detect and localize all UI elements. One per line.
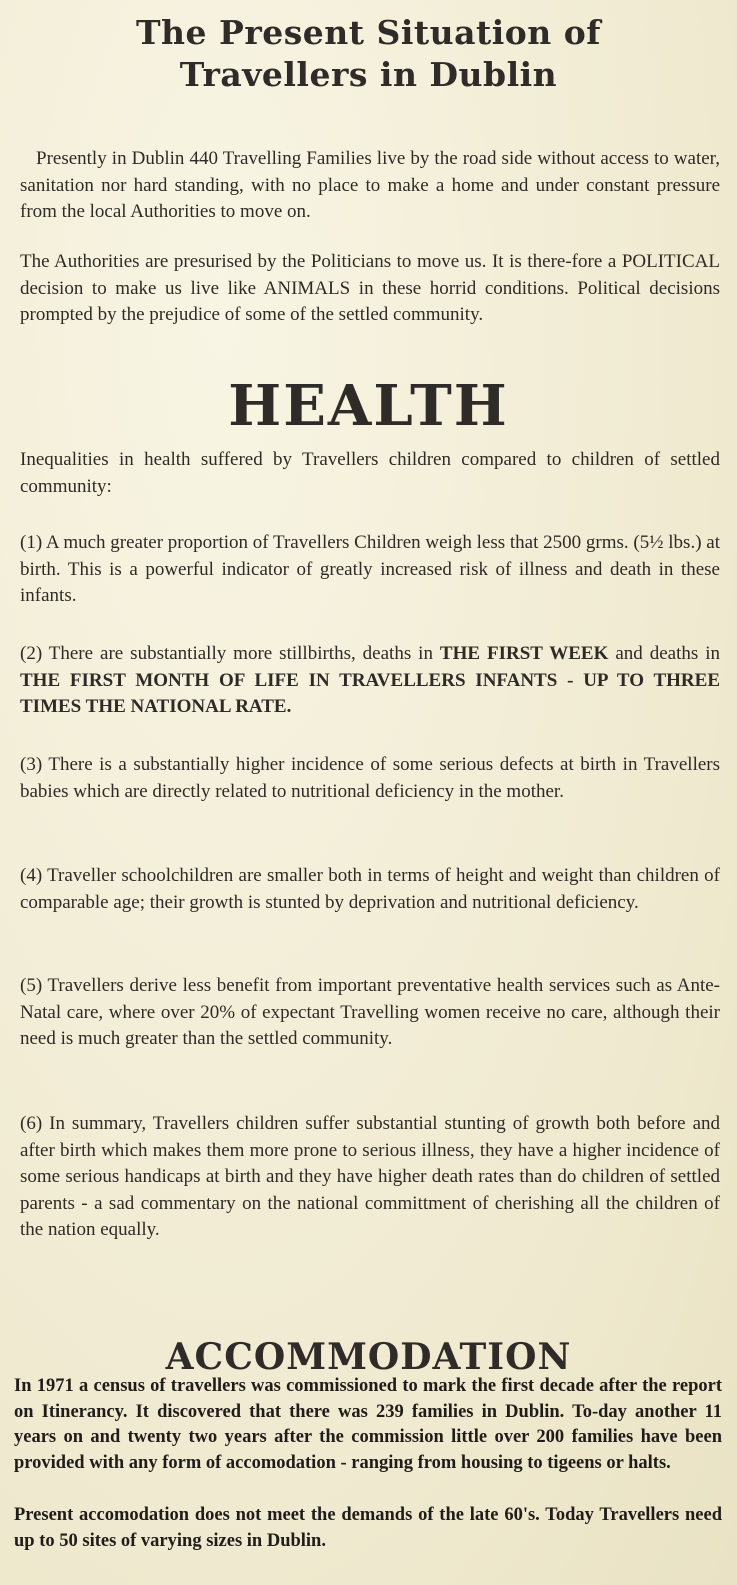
- page-title: [0, 12, 737, 96]
- health-item-2-bold-first-month: THE FIRST MONTH OF LIFE IN TRAVELLERS INFANTS - UP TO THREE TIMES THE NATIONAL RATE.: [20, 669, 720, 717]
- intro-paragraph-1: Presently in Dublin 440 Travelling Families live by the road side without access to water, sanitation nor hard standing, with no place to make a home and under constant pressure from the local Authorities to move on.: [20, 148, 720, 222]
- health-item-3: (3) There is a substantially higher incidence of some serious defects at birth in Travellers babies which are directly related to nutritional deficiency in the mother.: [20, 754, 720, 802]
- health-item-5: (5) Travellers derive less benefit from important preventative health services such as Ante-Natal care, where over 20% of expectant Travelling women receive no care, although their need is much greater than the settled community.: [20, 975, 720, 1049]
- health-item-6: (6) In summary, Travellers children suffer substantial stunting of growth both before and after birth which makes them more prone to serious illness, they have a higher incidence of some serious handicaps at birth and they have higher death rates than do children of settled parents - a sad commentary on the national committment of cherishing all the children of the nation equally.: [20, 1113, 720, 1240]
- accommodation-heading: ACCOMMODATION: [165, 1336, 572, 1378]
- accommodation-paragraph-2: Present accomodation does not meet the demands of the late 60's. Today Travellers need up to 50 sites of varying sizes in Dublin.: [14, 1505, 722, 1551]
- title-line-2: Travellers in Dublin: [179, 55, 558, 94]
- health-item-1: (1) A much greater proportion of Travellers Children weigh less that 2500 grms. (5½ lbs.) at birth. This is a powerful indicator of greatly increased risk of illness and death in these infants.: [20, 532, 720, 606]
- health-item-2-bold-first-week: THE FIRST WEEK: [439, 643, 609, 664]
- health-item-4: (4) Traveller schoolchildren are smaller both in terms of height and weight than children of comparable age; their growth is stunted by deprivation and nutritional deficiency.: [20, 865, 720, 913]
- health-item-2-text-a: (2) There are substantially more stillbirths, deaths in: [20, 643, 440, 664]
- health-intro-paragraph: Inequalities in health suffered by Travellers children compared to children of settled community:: [20, 449, 720, 497]
- intro-paragraph-2: The Authorities are presurised by the Politicians to move us. It is there-fore a POLITICAL decision to make us live like ANIMALS in these horrid conditions. Political decisions prompted by the prejudice of some of the settled community.: [20, 251, 720, 325]
- health-heading: HEALTH: [228, 373, 509, 439]
- title-line-1: The Present Situation of: [136, 13, 601, 52]
- accommodation-paragraph-1: In 1971 a census of travellers was commissioned to mark the first decade after the report on Itinerancy. It discovered that there was 239 families in Dublin. To-day another 11 years on and twenty two years after the commission little over 200 families have been provided with any form of accomodation - ranging from housing to tigeens or halts.: [14, 1376, 722, 1473]
- health-item-2-text-c: and deaths in: [608, 643, 720, 664]
- health-item-2: [20, 641, 720, 721]
